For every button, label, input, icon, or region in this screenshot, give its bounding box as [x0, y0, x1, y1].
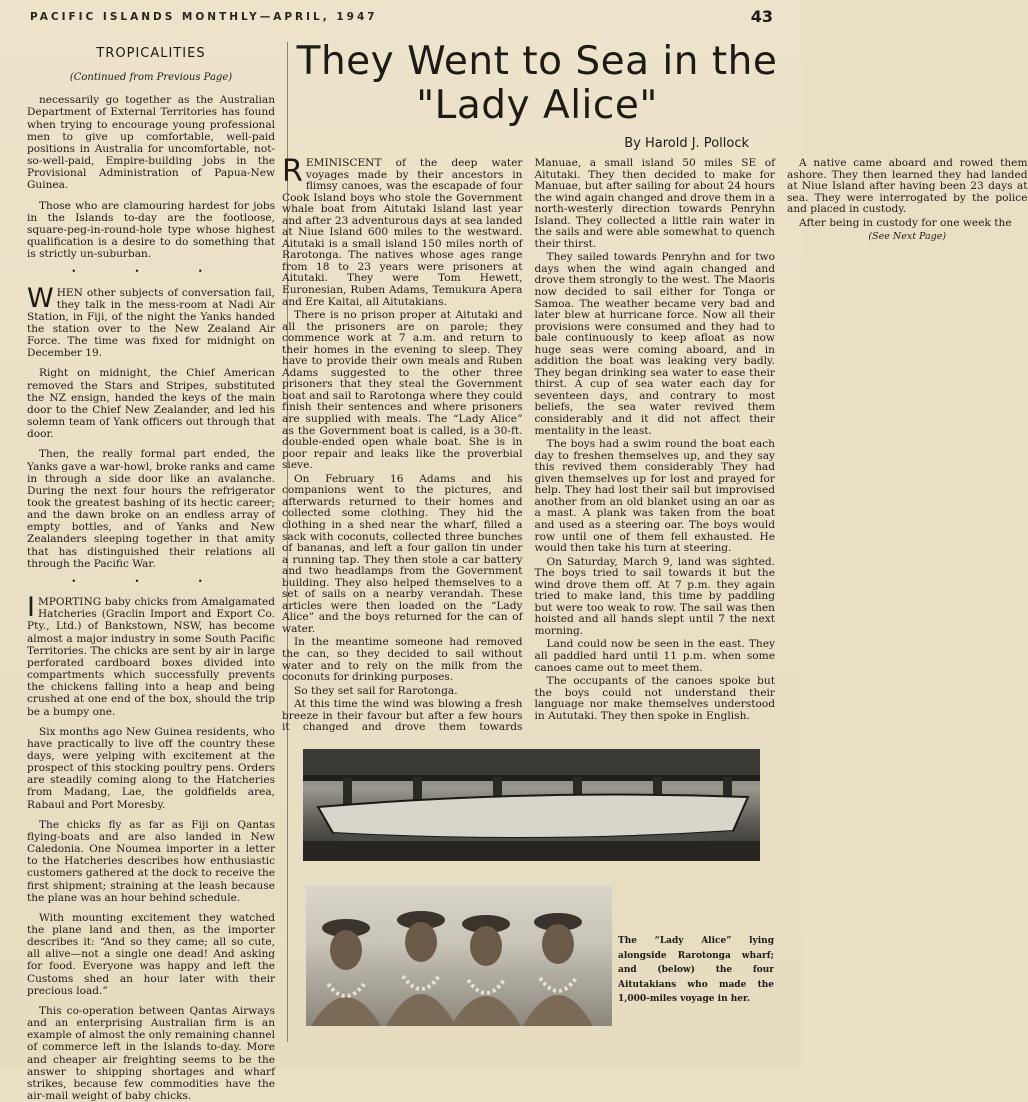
- column-continued-note: (Continued from Previous Page): [69, 72, 233, 84]
- byline: By Harold J. Pollock: [624, 136, 749, 151]
- paragraph: This co-operation between Qantas Airways and an enterprising Australian firm is an example of almost the only remaining channel of commerce left in the Islands to-day. More and cheaper air freighting seems to be the answer to shipping shortages and wharf strikes, because few commodities have the air-mail weight of baby chicks.: [27, 1004, 275, 1102]
- section-separator: • • •: [71, 576, 231, 586]
- paragraph: [27, 282, 275, 360]
- paragraph: Then, the really formal part ended, the Yanks gave a war-howl, broke ranks and came in through a side door like an avalanche. During the next four hours the refrigerator took the greatest bashing of its hectic career; and the dawn broke on an endless array of empty bottles, and of Yanks and New Zealanders sleeping together in that amity that has distinguished their relations all through the Pacific War.: [27, 448, 275, 570]
- headline-line-2: "Lady Alice": [416, 83, 658, 128]
- paragraph: Land could now be seen in the east. They all paddled hard until 11 p.m. when some canoes came out to meet them.: [534, 638, 775, 674]
- tropicalities-column: [27, 38, 275, 1102]
- continued-note: (See Next Page): [868, 231, 947, 243]
- paragraph-text: HEN other subjects of conversation fail, they talk in the mess-room at Nadi Air Station, in Fiji, of the night the Yanks handed the station over to the New Zealand Air Force. The time was fixed for midnight on December 19.: [27, 286, 275, 360]
- section-separator: • • •: [71, 267, 231, 277]
- paragraph: [282, 154, 523, 308]
- drop-cap: I: [27, 592, 35, 624]
- paragraph: After being in custody for one week the: [799, 216, 1012, 229]
- paragraph: At this time the wind was blowing a fresh breeze in their favour but after a few hours it changed and drove them towards Manuae, a small island 50 miles SE of Aitutaki. They then decided to make for Manuae, but after sailing for about 24 hours the wind again changed and drove them in a north-westerly direction towards Penryhn Island. They collected a little rain water in the sails and were able somewhat to quench their thirst.: [282, 157, 775, 734]
- paragraph: The occupants of the canoes spoke but the boys could not understand their language nor make themselves understood in Aututaki. They then spoke in English.: [534, 675, 775, 722]
- headline-line-1: They Went to Sea in the: [296, 39, 778, 84]
- paragraph: There is no prison proper at Aitutaki and all the prisoners are on parole; they commence work at 7 a.m. and return to their homes in the evening to sleep. They have to provide their own meals and Ruben Adams suggested to the other three prisoners that they steal the Government boat and sail to Rarotonga where they could finish their sentences and where prisoners are supplied with meals. The “Lady Alice” as the Government boat is called, is a 30-ft. double-ended open whale boat. She is in poor repair and leaks like the proverbial sieve.: [282, 309, 523, 472]
- paragraph: On Saturday, March 9, land was sighted. The boys tried to sail towards it but the wind drove them off. At 7 p.m. they again tried to make land, this time by paddling but were too weak to row. The sail was then hoisted and all hands slept until 7 the next morning.: [534, 555, 775, 637]
- paragraph: The chicks fly as far as Fiji on Qantas flying-boats and are also landed in New Caledonia. One Noumea importer in a letter to the Hatcheries describes how enthusiastic customers gathered at the dock to receive the first shipment; straining at the leash because the plane was an hour behind schedule.: [27, 818, 275, 904]
- paragraph: With mounting excitement they watched the plane land and then, as the importer describes it: “And so they came; all so cute, all alive—not a single one dead! And asking for food. Everyone was happy and left the Customs shed an hour later with their precious load.”: [27, 911, 275, 997]
- paragraph: On February 16 Adams and his companions went to the pictures, and afterwards returned to their homes and collected some clothing. They hid the clothing in a shed near the wharf, filled a sack with coconuts, collected three bunches of bananas, and left a four gallon tin under a running tap. They then stole a car battery and two headlamps from the Government building. They also helped themselves to a set of sails on a nearby verandah. These articles were then loaded on the “Lady Alice” and the boys returned for the can of water.: [282, 472, 523, 635]
- paragraph: The boys had a swim round the boat each day to freshen themselves up, and they say this revived them considerably They had given themselves up for lost and prayed for help. They had lost their sail but improvised another from an old blanket using an oar as a mast. A plank was taken from the boat and used as a steering oar. The boys would row until one of them fell exhausted. He would then take his turn at steering.: [534, 438, 775, 555]
- running-head: PACIFIC ISLANDS MONTHLY—APRIL, 1947: [30, 11, 378, 23]
- paragraph: A native came aboard and rowed them ashore. They then learned they had landed at Niue Island after having been 23 days at sea. They were interrogated by the police and placed in custody.: [787, 157, 1028, 216]
- paragraph: In the meantime someone had removed the can, so they decided to sail without water and to rely on the milk from the coconuts for drinking purposes.: [282, 636, 523, 684]
- paragraph-text: MPORTING baby chicks from Amalgamated Hatcheries (Graclin Import and Export Co. Pty., Ltd.) of Bankstown, NSW, has become almost a major industry in some South Pacific Territories. The chicks are sent by air in large perforated cardboard boxes divided into compartments which successfully prevents the chickens falling into a heap and being crushed at one end of the box, should the trip be a bumpy one.: [27, 596, 275, 718]
- paragraph: Right on midnight, the Chief American removed the Stars and Stripes, substituted the NZ ensign, handed the keys of the main door to the Chief New Zealander, and led his solemn team of Yank officers out through that door.: [27, 367, 275, 441]
- article-body: [282, 154, 1028, 740]
- paragraph: So they set sail for Rarotonga.: [294, 684, 458, 697]
- paragraph: Six months ago New Guinea residents, who have practically to live off the country these days, were yelping with excitement at the prospect of this stocking poultry pens. Orders are steadily coming along to the Hatcheries from Madang, Lae, the goldfields area, Rabaul and Port Moresby.: [27, 725, 275, 811]
- paragraph: They sailed towards Penryhn and for two days when the wind again changed and drove them strongly to the west. The Maoris now decided to sail either for Tonga or Samoa. The weather became very bad and later blew at hurricane force. Now all their provisions were consumed and they had to bale continuously to keep afloat as now huge seas were coming aboard, and in addition the boat was leaking very badly. They began drinking sea water to ease their thirst. A cup of sea water each day for seventeen days, and contrary to most beliefs, the sea water revived them considerably and it did not affect their mentality in the least.: [534, 251, 775, 437]
- drop-cap: W: [27, 282, 54, 314]
- paragraph: [27, 592, 275, 718]
- page-number: 43: [750, 7, 773, 26]
- photo-four-aitutakians: [306, 886, 612, 1026]
- photo-whale-boat: [303, 749, 760, 861]
- paragraph: Those who are clamouring hardest for jobs in the Islands to-day are the footloose, square-peg-in-round-hole type whose highest qualification is a desire to do something that is strictly un-suburban.: [27, 199, 275, 261]
- paragraph-text: EMINISCENT of the deep water voyages made by their ancestors in flimsy canoes, was the escapade of four Cook Island boys who stole the Government whale boat from Aitutaki Island last year and after 23 adventurous days at sea landed at Niue Island 600 miles to the westward. Aitutaki is a small island 150 miles north of Rarotonga. The natives whose ages range from 18 to 23 years were prisoners at Aitutaki. They were Tom Hewett, Euronesian, Ruben Adams, Temukura Apera and Ere Kaitai, all Aitutakians.: [282, 157, 523, 308]
- photo-caption: The “Lady Alice” lying alongside Rarotonga wharf; and (below) the four Aitutakians who made the 1,000-miles voyage in her.: [618, 936, 774, 1004]
- paragraph: necessarily go together as the Australian Department of External Territories has found when trying to encourage young professional men to give up comfortable, well-paid positions in Australia for uncomfortable, not-so-well-paid, Empire-building jobs in the Provisional Administration of Papua-New Guinea.: [27, 94, 275, 192]
- column-title: TROPICALITIES: [96, 46, 206, 61]
- drop-cap: R: [282, 154, 303, 189]
- whale-boat-photo-illustration: [303, 749, 760, 861]
- article-headline: [292, 40, 782, 128]
- four-men-photo-illustration: [306, 886, 612, 1026]
